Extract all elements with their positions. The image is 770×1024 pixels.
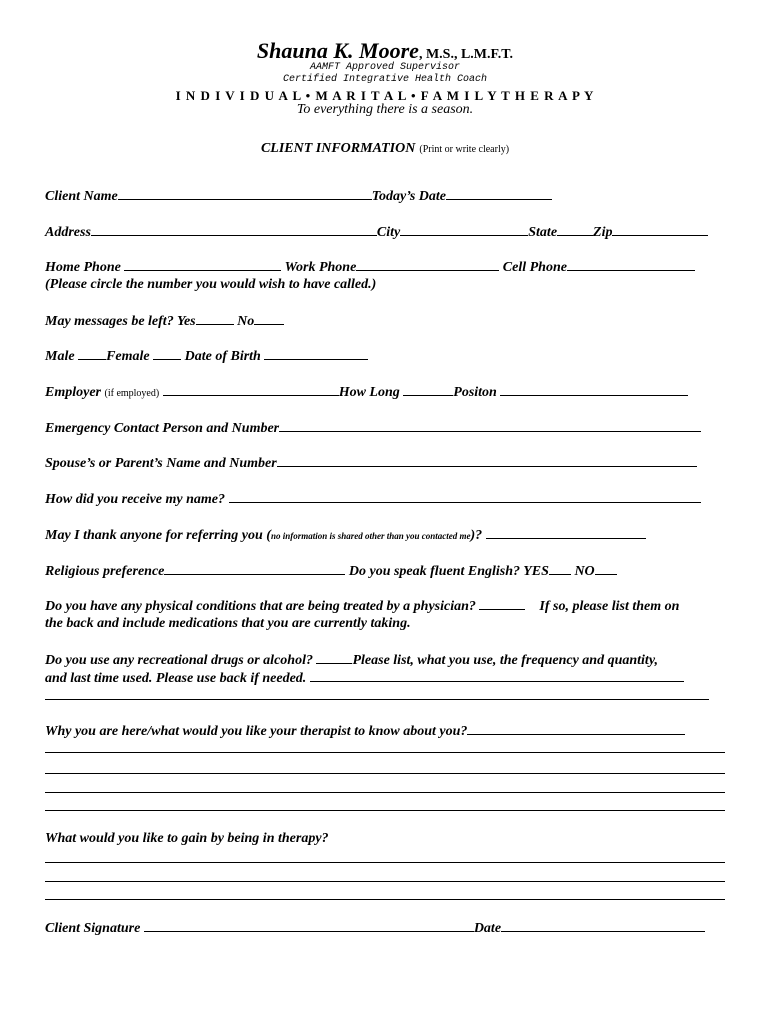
emergency-field[interactable] (279, 420, 701, 432)
practitioner-credentials: , M.S., L.M.F.T. (418, 47, 514, 62)
physical-label-line2: the back and include medications that you are currently taking. (45, 616, 411, 631)
employer-note: (if employed) (104, 388, 160, 399)
work-phone-label: Work Phone (284, 260, 357, 275)
work-phone-field[interactable] (356, 259, 499, 271)
drugs-label: Do you use any recreational drugs or alcohol? (45, 653, 313, 668)
english-label: Do you speak fluent English? YES (348, 564, 549, 579)
referral-label: How did you receive my name? (45, 492, 226, 507)
gain-line-2[interactable] (45, 881, 725, 882)
client-name-label: Client Name (45, 189, 118, 204)
male-field[interactable] (78, 348, 106, 360)
gain-line-3[interactable] (45, 899, 725, 900)
form-title-text: CLIENT INFORMATION (260, 141, 416, 156)
row-drugs (45, 652, 658, 669)
practitioner-header (0, 38, 770, 64)
why-line-1[interactable] (45, 752, 725, 753)
dob-field[interactable] (264, 348, 368, 360)
state-field[interactable] (557, 224, 593, 236)
gain-line-1[interactable] (45, 862, 725, 863)
female-field[interactable] (153, 348, 181, 360)
why-label: Why you are here/what would you like your therapist to know about you? (45, 724, 468, 739)
english-yes-field[interactable] (549, 563, 571, 575)
state-label: State (528, 225, 558, 240)
drugs-label-line3: and last time used. Please use back if needed. (45, 671, 307, 686)
why-line-3[interactable] (45, 792, 725, 793)
physical-label-cont: If so, please list them on (539, 599, 680, 614)
practitioner-name: Shauna K. Moore (256, 38, 419, 63)
thank-label: May I thank anyone for referring you ( (45, 528, 271, 543)
messages-yes-field[interactable] (196, 313, 234, 325)
dob-label: Date of Birth (184, 349, 261, 364)
drugs-label-cont: Please list, what you use, the frequency and quantity, (352, 653, 659, 668)
address-label: Address (45, 225, 91, 240)
coach-credential: Certified Integrative Health Coach (282, 74, 488, 85)
messages-no-label: No (237, 314, 255, 329)
form-title (0, 139, 770, 157)
services-line: I N D I V I D U A L • M A R I T A L • F A M I L Y T H E R A P Y (175, 88, 595, 103)
signature-field[interactable] (144, 920, 474, 932)
row-spouse (45, 455, 697, 472)
row-phones (45, 259, 695, 276)
todays-date-field[interactable] (446, 188, 552, 200)
client-name-field[interactable] (118, 188, 372, 200)
how-long-field[interactable] (403, 384, 453, 396)
date-label: Date (473, 921, 502, 936)
supervisor-credential: AAMFT Approved Supervisor (309, 62, 461, 73)
physical-field[interactable] (479, 598, 525, 610)
zip-field[interactable] (612, 224, 708, 236)
form-title-note: (Print or write clearly) (419, 144, 510, 155)
row-religion (45, 563, 617, 580)
thank-end: )? (470, 528, 483, 543)
row-gender-dob (45, 348, 368, 365)
why-line-4[interactable] (45, 810, 725, 811)
home-phone-label: Home Phone (45, 260, 121, 275)
zip-label: Zip (593, 225, 613, 240)
employer-field[interactable] (163, 384, 339, 396)
religion-field[interactable] (164, 563, 345, 575)
row-why-here (45, 723, 685, 740)
emergency-label: Emergency Contact Person and Number (45, 421, 280, 436)
phone-note: (Please circle the number you would wish to have called.) (45, 277, 377, 292)
row-client-name (45, 188, 552, 205)
row-thank-referrer (45, 527, 646, 544)
messages-no-field[interactable] (254, 313, 284, 325)
spouse-field[interactable] (277, 455, 697, 467)
tagline: To everything there is a season. (296, 102, 474, 117)
position-field[interactable] (500, 384, 688, 396)
cell-phone-field[interactable] (567, 259, 695, 271)
drugs-field[interactable] (310, 670, 684, 682)
drugs-yes-no-field[interactable] (316, 652, 352, 664)
home-phone-field[interactable] (124, 259, 281, 271)
english-no-field[interactable] (595, 563, 617, 575)
row-employer (45, 384, 688, 401)
row-referral (45, 491, 701, 508)
gain-label: What would you like to gain by being in therapy? (45, 831, 329, 846)
date-field[interactable] (501, 920, 705, 932)
employer-label: Employer (45, 385, 101, 400)
female-label: Female (106, 349, 150, 364)
row-signature (45, 920, 705, 937)
row-physical (45, 598, 679, 615)
male-label: Male (45, 349, 75, 364)
why-line-2[interactable] (45, 773, 725, 774)
position-label: Positon (453, 385, 497, 400)
why-field[interactable] (467, 723, 685, 735)
spouse-label: Spouse’s or Parent’s Name and Number (45, 456, 277, 471)
row-emergency (45, 420, 701, 437)
row-messages (45, 313, 284, 330)
thank-note: no information is shared other than you contacted me (270, 531, 471, 541)
city-field[interactable] (400, 224, 528, 236)
physical-label: Do you have any physical conditions that are being treated by a physician? (45, 599, 476, 614)
row-address (45, 224, 708, 241)
english-no-label: NO (574, 564, 595, 579)
address-field[interactable] (91, 224, 377, 236)
referral-field[interactable] (229, 491, 701, 503)
thank-field[interactable] (486, 527, 646, 539)
drugs-extra-line[interactable] (45, 699, 709, 700)
signature-label: Client Signature (45, 921, 141, 936)
messages-label: May messages be left? Yes (45, 314, 196, 329)
row-drugs-2 (45, 670, 684, 687)
cell-phone-label: Cell Phone (502, 260, 567, 275)
how-long-label: How Long (338, 385, 400, 400)
religion-label: Religious preference (45, 564, 165, 579)
todays-date-label: Today’s Date (371, 189, 446, 204)
city-label: City (376, 225, 401, 240)
